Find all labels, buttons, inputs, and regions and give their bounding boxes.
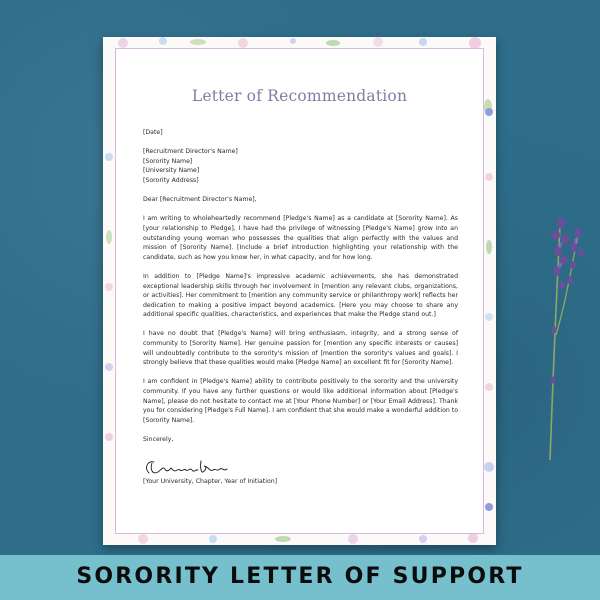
letter-body [143, 128, 458, 445]
body-paragraph: I am writing to wholeheartedly recommend [Pledge's Name] as a candidate at [Sorority Name]. As [your relationship to Pledge], I have had the privilege of witnessing [Pledge's Name] grow into an outstanding young woman who possesses the qualities that align perfectly with the values and mission of [Sorority Name]. [Include a brief introduction highlighting your relationship with the candidate, such as how you know her, in what capacity, and for how long. [143, 215, 458, 261]
body-paragraph: I am confident in [Pledge's Name] ability to contribute positively to the sorority and the university community. If you have any further questions or would like additional information about [Pledge's Name], please do not hesitate to contact me at [Your Phone Number] or [Your Email Address]. Thank you for considering [Pledge's Full Name]. I am confident that she would make a wonderful addition to [Sorority Name]. [143, 378, 458, 424]
body-paragraph: In addition to [Pledge Name]'s impressive academic achievements, she has demonstrated exceptional leadership skills through her involvement in [mention any relevant clubs, organizations, or activities]. Her commitment to [mention any community service or philanthropy work] reflects her dedication to making a positive impact beyond academics. [Here you may choose to share any additional specific qualities, characteristics, and experiences that make the Pledge stand out.] [143, 272, 458, 319]
bottom-banner [0, 555, 600, 600]
body-paragraph: I have no doubt that [Pledge's Name] will bring enthusiasm, integrity, and a strong sense of community to [Sorority Name]. Her genuine passion for [mention any specific interests or causes] will undoubtedly contribute to the sorority's mission of [mention the sorority's values and goals]. I strongly believe that these qualities would make [Pledge Name] an excellent fit for [Sorority Name]. [143, 330, 458, 367]
banner-title: SORORITY LETTER OF SUPPORT [76, 564, 524, 589]
recipient-line: [Sorority Address] [143, 176, 199, 184]
signer-details: [Your University, Chapter, Year of Initiation] [143, 478, 278, 485]
handwritten-signature [143, 457, 233, 479]
letter-content-area [115, 48, 484, 534]
recipient-line: [Recruitment Director's Name] [143, 148, 238, 156]
letter-page [103, 37, 496, 545]
recipient-line: [Sorority Name] [143, 157, 193, 165]
salutation: Dear [Recruitment Director's Name], [143, 196, 257, 204]
date-line: [Date] [143, 129, 163, 136]
document-title: Letter of Recommendation [191, 87, 408, 105]
lavender-sprig-decoration [520, 205, 595, 465]
recipient-line: [University Name] [143, 167, 200, 175]
closing: Sincerely, [143, 436, 174, 443]
